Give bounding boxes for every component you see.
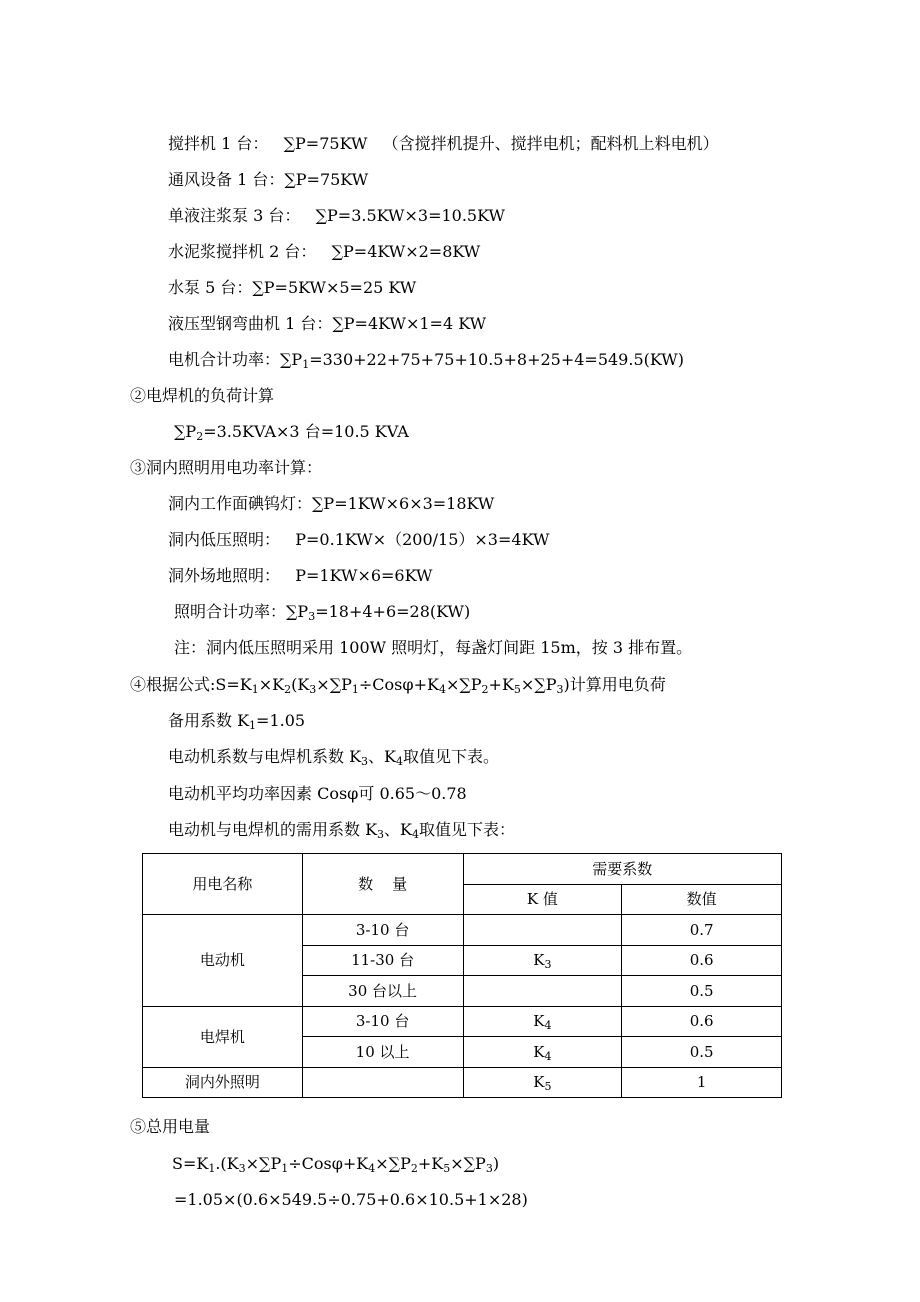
lighting-item-tunnel-face: 洞内工作面碘钨灯：∑P=1KW×6×3=18KW [168, 494, 495, 513]
quantity-cell: 30 台以上 [302, 976, 463, 1007]
motor-item-grout-pump: 单液注浆泵 3 台： ∑P=3.5KW×3=10.5KW [168, 206, 505, 225]
motor-name-cell: 电动机 [143, 915, 303, 1007]
k-cell: $K_4$ [463, 1037, 622, 1068]
quantity-cell: 10 以上 [302, 1037, 463, 1068]
total-heading: ⑤总用电量 [130, 1117, 211, 1136]
lighting-note: 注：洞内低压照明采用 100W 照明灯，每盏灯间距 15m，按 3 排布置。 [174, 638, 693, 657]
welder-formula: $\sum P_2=3.5KVA\times 3$ 台=10.5 KVA [174, 422, 409, 443]
demand-coefficient-table [142, 853, 782, 1098]
value-cell: 0.6 [622, 1006, 782, 1037]
lighting-name-cell: 洞内外照明 [143, 1067, 303, 1098]
k-cell: $K_3$ [463, 945, 622, 976]
quantity-cell: 11-30 台 [302, 945, 463, 976]
motor-item-bending-machine: 液压型钢弯曲机 1 台：∑P=4KW×1=4 KW [168, 314, 487, 333]
motor-item-water-pump: 水泵 5 台：∑P=5KW×5=25 KW [168, 278, 417, 297]
header-name: 用电名称 [143, 854, 303, 915]
value-cell: 1 [622, 1067, 782, 1098]
lighting-item-outdoor: 洞外场地照明： P=1KW×6=6KW [168, 566, 433, 585]
header-quantity: 数 量 [302, 854, 463, 915]
header-k-value: K 值 [463, 884, 622, 915]
motor-total: 电机合计功率：$\sum P_1=330+22+75+75+10.5+8+25+4=549.5(KW)$ [168, 350, 684, 371]
quantity-cell [302, 1067, 463, 1098]
motor-item-cement-mixer: 水泥浆搅拌机 2 台： ∑P=4KW×2=8KW [168, 242, 481, 261]
quantity-cell: 3-10 台 [302, 915, 463, 946]
table-row [143, 915, 782, 946]
motor-item-ventilation: 通风设备 1 台：∑P=75KW [168, 170, 369, 189]
table-header-row [143, 854, 782, 885]
value-cell: 0.5 [622, 1037, 782, 1068]
k-cell [463, 976, 622, 1007]
k-cell: $K_5$ [463, 1067, 622, 1098]
table-row [143, 1067, 782, 1098]
table-row [143, 1006, 782, 1037]
value-cell: 0.7 [622, 915, 782, 946]
value-cell: 0.5 [622, 976, 782, 1007]
header-value: 数值 [622, 884, 782, 915]
table-caption: 电动机与电焊机的需用系数 $K_3$、$K_4$取值见下表： [168, 820, 516, 841]
quantity-cell: 3-10 台 [302, 1006, 463, 1037]
reserve-coefficient: 备用系数 $K_1=1.05$ [168, 711, 306, 732]
value-cell: 0.6 [622, 945, 782, 976]
k-cell: $K_4$ [463, 1006, 622, 1037]
power-factor: 电动机平均功率因素 Cosφ可 0.65～0.78 [168, 784, 467, 803]
lighting-item-low-voltage: 洞内低压照明： P=0.1KW×（200/15）×3=4KW [168, 530, 550, 549]
lighting-total: 照明合计功率：$\sum P_3=18+4+6=28(KW)$ [174, 602, 471, 623]
header-demand-coefficient: 需要系数 [463, 854, 782, 885]
lighting-heading: ③洞内照明用电功率计算： [130, 458, 323, 477]
welder-name-cell: 电焊机 [143, 1006, 303, 1067]
k-cell [463, 915, 622, 946]
welder-heading: ②电焊机的负荷计算 [130, 386, 275, 405]
total-calculation: =1.05×(0.6×549.5÷0.75+0.6×10.5+1×28) [174, 1190, 528, 1209]
total-formula: $S=K_1.(K_3\times\sum P_1\div Cos\varphi+K_4\times\sum P_2+K_5\times\sum P_3)$ [172, 1154, 500, 1175]
coefficient-note: 电动机系数与电焊机系数 $K_3$、$K_4$取值见下表。 [168, 747, 500, 768]
formula-heading: ④根据公式$:S=K_1\times K_2(K_3\times\sum P_1\div Cos\varphi+K_4\times\sum P_2+K_5\times\sum P_3)$计算用电负荷 [130, 675, 666, 696]
motor-item-mixer: 搅拌机 1 台： ∑P=75KW （含搅拌机提升、搅拌电机；配料机上料电机） [168, 134, 719, 153]
